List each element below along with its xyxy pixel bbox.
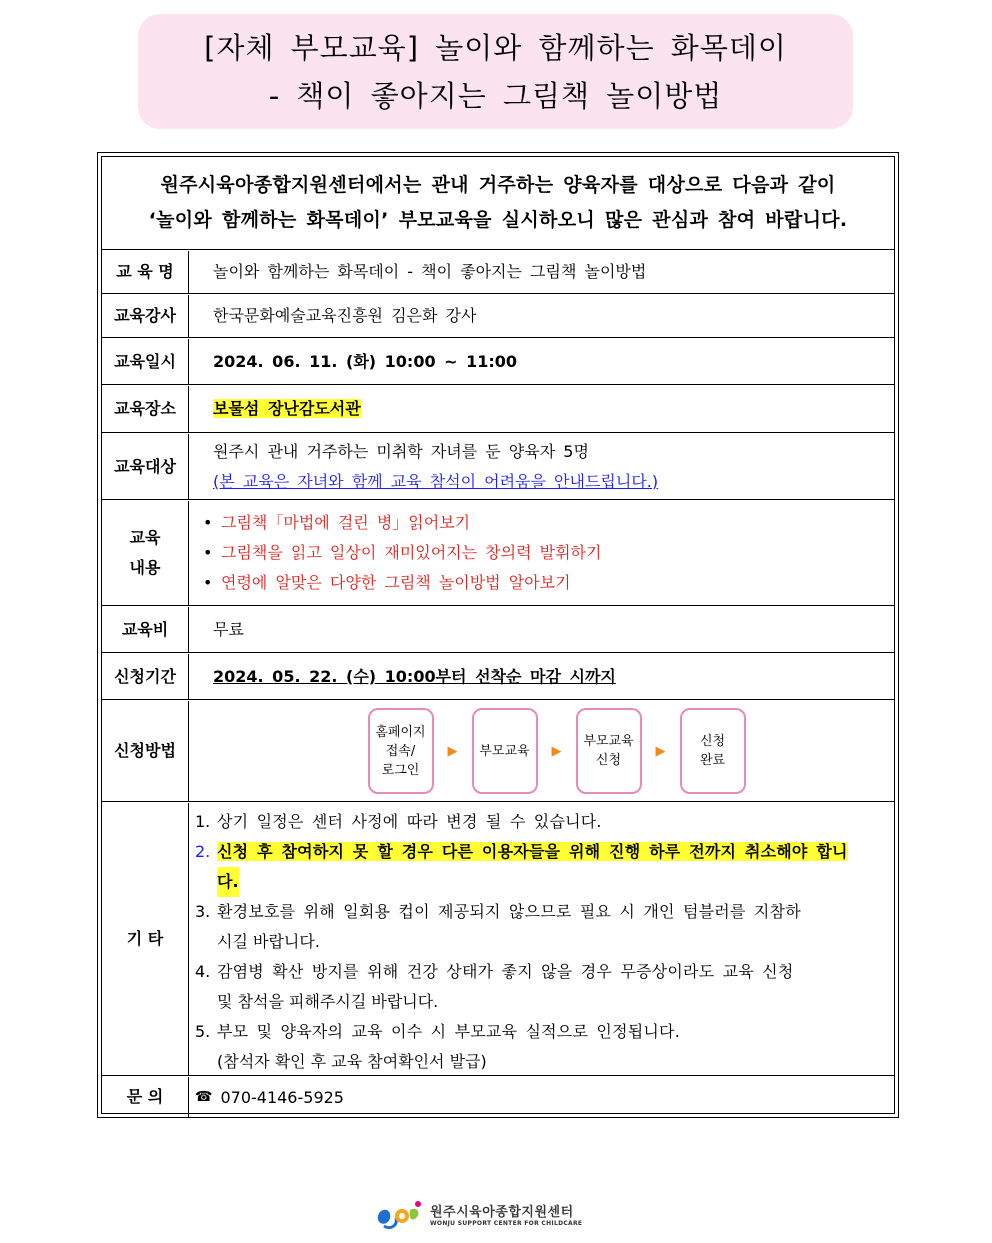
list-item-text: 그림책「마법에 걸린 병」읽어보기 (221, 513, 471, 532)
row-value (189, 434, 894, 499)
table-row-datetime (102, 339, 894, 385)
table-row-period (102, 654, 894, 700)
arrow-right-icon: ▶ (551, 743, 562, 759)
list-item (195, 807, 888, 837)
bullet-icon: • (203, 513, 213, 532)
phone-icon: ☎ (195, 1089, 213, 1105)
table-row-etc (102, 803, 894, 1076)
bullet-icon: • (203, 543, 213, 562)
intro-line: 원주시육아종합지원센터에서는 관내 거주하는 양육자를 대상으로 다음과 같이 (160, 174, 836, 196)
row-label: 신청기간 (102, 654, 189, 699)
table-row-fee (102, 607, 894, 653)
row-label: 교육강사 (102, 295, 189, 337)
item-number: 1. (195, 812, 211, 831)
item-text: 부모 및 양육자의 교육 이수 시 부모교육 실적으로 인정됩니다. (217, 1022, 680, 1041)
list-item-text: 그림책을 읽고 일상이 재미있어지는 창의력 발휘하기 (221, 543, 602, 562)
page-title: [자체 부모교육] 놀이와 함께하는 화목데이 (204, 30, 787, 65)
row-label: 신청방법 (102, 701, 189, 801)
list-item-continued: 시길 바랍니다. (217, 932, 320, 951)
org-name-en: WONJU SUPPORT CENTER FOR CHILDCARE (430, 1220, 583, 1227)
row-label-line: 내용 (129, 558, 161, 577)
list-item-continued: 및 참석을 피해주시길 바랍니다. (217, 992, 439, 1011)
highlight-text: 다. (217, 867, 239, 897)
row-label: 교육대상 (102, 434, 189, 499)
highlight-text: 신청 후 참여하지 못 할 경우 다른 이용자들을 위해 진행 하루 전까지 취소해야 합니 (217, 842, 848, 861)
item-number: 3. (195, 902, 211, 921)
application-steps (189, 701, 894, 801)
list-item (203, 568, 894, 598)
arrow-right-icon: ▶ (447, 743, 458, 759)
row-label: 문 의 (102, 1077, 189, 1117)
table-row-instructor (102, 295, 894, 338)
list-item-continued (195, 867, 888, 897)
list-item (195, 1017, 888, 1047)
row-label: 교육일시 (102, 339, 189, 384)
list-item (195, 897, 888, 927)
row-value: 2024. 06. 11. (화) 10:00 ~ 11:00 (213, 351, 518, 371)
row-label-line: 교육 (129, 528, 161, 547)
footer-logo (374, 1196, 582, 1232)
org-name-ko: 원주시육아종합지원센터 (430, 1205, 574, 1220)
table-row-contact (102, 1077, 894, 1117)
item-text (217, 837, 888, 867)
intro-text (102, 157, 894, 250)
step-parent-education: 부모교육 (472, 708, 538, 794)
row-value (189, 501, 894, 605)
place-highlight: 보물섬 장난감도서관 (213, 399, 361, 418)
row-label: 교육비 (102, 607, 189, 652)
list-item (203, 508, 894, 538)
table-row-target (102, 434, 894, 500)
page-subtitle: - 책이 좋아지는 그림책 놀이방법 (268, 78, 723, 113)
contact-value (189, 1077, 894, 1117)
table-row-place (102, 386, 894, 433)
logo-text (430, 1201, 582, 1227)
row-value: 한국문화예술교육진흥원 김은화 강사 (213, 306, 477, 325)
target-text: 원주시 관내 거주하는 미취학 자녀를 둔 양육자 5명 (213, 441, 589, 461)
item-number: 5. (195, 1022, 211, 1041)
item-text: 상기 일정은 센터 사정에 따라 변경 될 수 있습니다. (217, 812, 602, 831)
item-number: 4. (195, 962, 211, 981)
title-banner (138, 14, 853, 129)
period-text: 2024. 05. 22. (수) 10:00부터 선착순 마감 시까지 (213, 666, 616, 686)
table-row-method (102, 701, 894, 802)
arrow-right-icon: ▶ (655, 743, 666, 759)
notice-table (101, 156, 895, 1114)
row-value: 놀이와 함께하는 화목데이 - 책이 좋아지는 그림책 놀이방법 (213, 262, 647, 281)
row-label: 기 타 (102, 803, 189, 1075)
intro-line: ‘놀이와 함께하는 화목데이’ 부모교육을 실시하오니 많은 관심과 참여 바랍니다. (148, 209, 848, 231)
list-item-text: 연령에 알맞은 다양한 그림책 놀이방법 알아보기 (221, 573, 571, 592)
list-item-continued: (참석자 확인 후 교육 참여확인서 발급) (217, 1052, 487, 1071)
notice-table-frame (97, 152, 899, 1118)
row-label: 교육장소 (102, 386, 189, 432)
content-list (203, 508, 894, 598)
item-text: 감염병 확산 방지를 위해 건강 상태가 좋지 않을 경우 무증상이라도 교육 신청 (217, 962, 794, 981)
row-value (189, 386, 894, 432)
list-item (195, 957, 888, 987)
list-item (195, 837, 888, 867)
step-complete: 신청 완료 (680, 708, 746, 794)
step-apply: 부모교육 신청 (576, 708, 642, 794)
row-value (189, 654, 894, 699)
item-number: 2. (195, 842, 211, 861)
row-label: 교 육 명 (102, 251, 189, 293)
row-label (102, 501, 189, 605)
table-row-name (102, 251, 894, 294)
etc-list (189, 803, 894, 1075)
center-logo-icon (374, 1196, 424, 1232)
item-text: 환경보호를 위해 일회용 컵이 제공되지 않으므로 필요 시 개인 텀블러를 지참하 (217, 902, 801, 921)
row-value: 무료 (213, 619, 244, 639)
list-item (203, 538, 894, 568)
bullet-icon: • (203, 573, 213, 592)
phone-number: 070-4146-5925 (220, 1087, 344, 1107)
target-note: (본 교육은 자녀와 함께 교육 참석이 어려움을 안내드립니다.) (213, 471, 659, 491)
step-homepage-login: 홈페이지 접속/ 로그인 (368, 708, 434, 794)
table-row-content (102, 501, 894, 606)
